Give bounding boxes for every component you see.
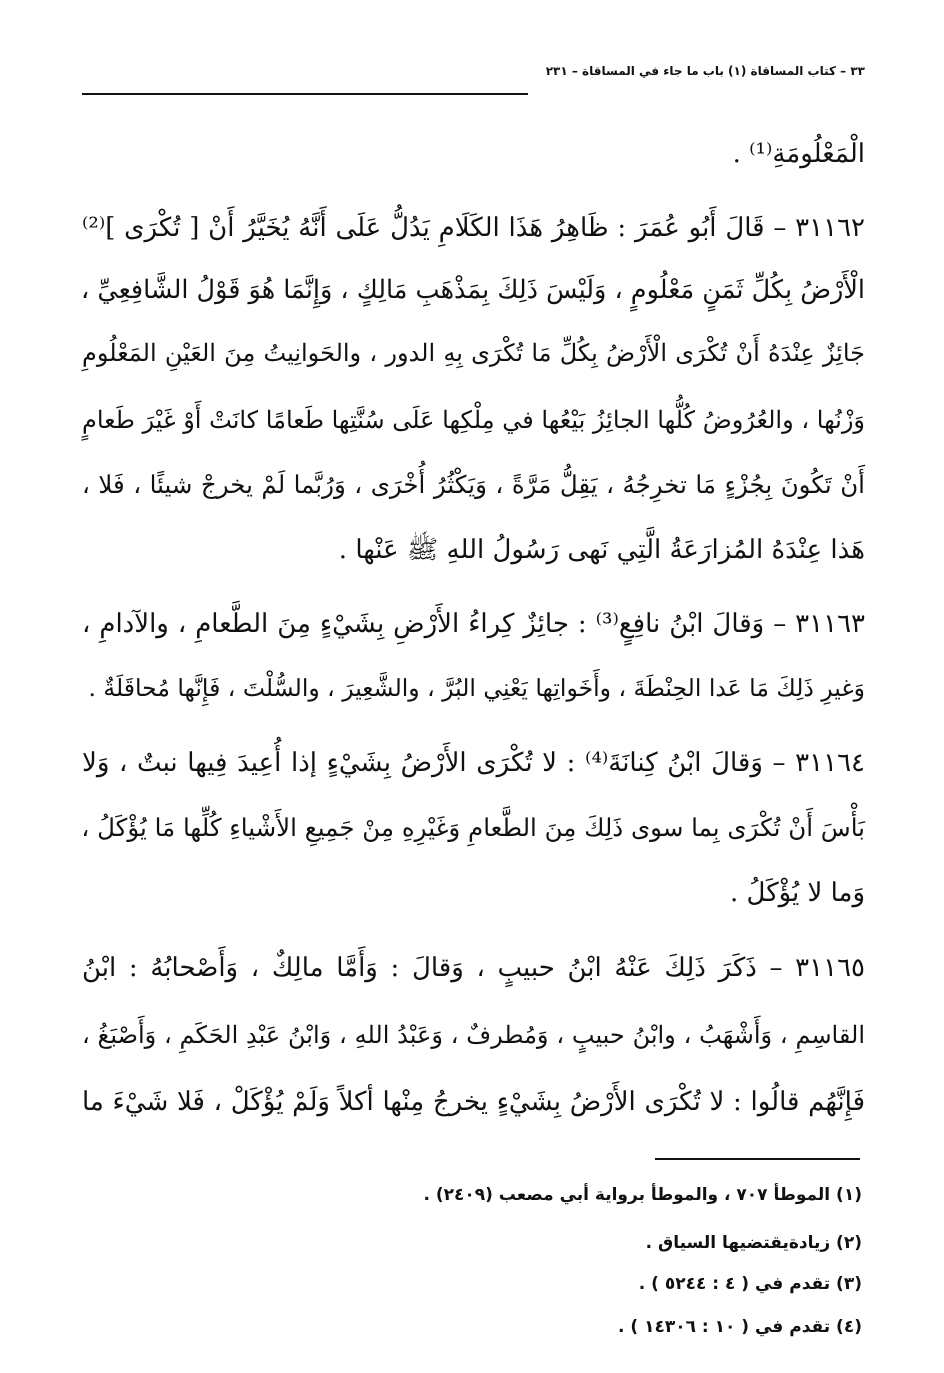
body-line-11: بَأْسَ أَنْ تُكْرَى بِما سوى ذَلِكَ مِنَ الطَّعامِ وَغَيْرِهِ مِنْ جَمِيعِ الأَشْياءِ كُلِّها مَا يُؤْكَلُ ،	[81, 813, 865, 842]
body-line-4: جَائِزٌ عِنْدَهُ أَنْ تُكْرَى الْأَرْضُ بِكُلِّ مَا تُكْرَى بِهِ الدور ، والحَوانِيتُ مِنَ العَيْنِ المَعْلُومِ	[82, 339, 865, 367]
body-line-9: وَغيرِ ذَلِكَ مَا عَدا الحِنْطَةَ ، وأَخَواتِها يَعْنِي البُرَّ ، والشَّعِيرَ ، والسُّلْتَ ، فَإِنَّها مُحاقَلَةٌ .	[88, 674, 865, 702]
body-line-13: ٣١١٦٥ – ذَكَرَ ذَلِكَ عَنْهُ ابْنُ حبيبٍ ، وَقالَ : وَأَمَّا مالِكٌ ، وَأَصْحابُهُ : ابْنُ	[82, 953, 865, 983]
body-line-15: فَإِنَّهُم قالُوا : لا تُكْرَى الأَرْضُ بِشَيْءٍ يخرجُ مِنْها أكلاً وَلَمْ يُؤْكَلْ ، فَلا شَيْءَ ما	[82, 1087, 865, 1117]
footnote-rule	[655, 1158, 860, 1160]
body-line-14: القاسِمِ ، وَأَشْهَبُ ، وابْنُ حبيبٍ ، وَمُطرفٌ ، وَعَبْدُ اللهِ ، وَابْنُ عَبْدِ الحَكَمِ ، وَأَصْبَغُ ،	[82, 1021, 865, 1049]
body-line-2: ٣١١٦٢ – قَالَ أَبُو عُمَرَ : ظَاهِرُ هَذَا الكَلَامِ يَدُلُّ عَلَى أَنَّهُ يُخَيَّرُ أَنْ [ تُكْرَى ]⁽²⁾	[82, 213, 865, 243]
footnote-1: (١) الموطأ ٧٠٧ ، والموطأ برواية أبي مصعب (٢٤٠٩) .	[423, 1185, 862, 1205]
running-header: ٣٣ – كتاب المساقاة (١) باب ما جاء في المساقاة – ٢٣١	[545, 64, 865, 78]
footnote-3: (٣) تقدم في ( ٤ : ٥٢٤٤ ) .	[638, 1274, 862, 1294]
header-rule	[82, 93, 528, 95]
body-line-10: ٣١١٦٤ – وَقالَ ابْنُ كِنانَةَ⁽⁴⁾ : لا تُكْرَى الأَرْضُ بِشَيْءٍ إذا أُعِيدَ فِيها نبتٌ ، وَلا	[82, 748, 865, 778]
body-line-7: هَذا عِنْدَهُ المُزارَعَةُ الَّتِي نَهى رَسُولُ اللهِ ﷺ عَنْها .	[338, 535, 865, 565]
body-line-3: الْأَرْضُ بِكُلِّ ثَمَنٍ مَعْلُومٍ ، وَلَيْسَ ذَلِكَ بِمَذْهَبِ مَالِكٍ ، وَإِنَّمَا هُوَ قَوْلُ الشَّافِعِيِّ ،	[81, 275, 865, 305]
body-line-8: ٣١١٦٣ – وَقالَ ابْنُ نافِعٍ⁽³⁾ : جائِزٌ كِراءُ الأَرْضِ بِشَيْءٍ مِنَ الطَّعامِ ، والآدامِ ،	[82, 609, 865, 639]
body-line-6: أَنْ تَكُونَ بِجُزْءٍ مَا تخرِجُهُ ، يَقِلُّ مَرَّةً ، وَيَكْثُرُ أُخْرَى ، وَرُبَّما لَمْ يخرجْ شيئًا ، فَلا ،	[82, 470, 865, 499]
body-line-1: الْمَعْلُومَةِ⁽¹⁾ .	[732, 139, 865, 169]
body-line-5: وَزْنُها ، والعُرُوضُ كُلُّها الجائِزُ بَيْعُها في مِلْكِها عَلَى سُنَّتِها طَعامًا كانَتْ أَوْ غَيْرَ طَعامٍ	[82, 406, 865, 434]
body-line-12: وَما لا يُؤْكَلُ .	[729, 878, 865, 908]
footnote-4: (٤) تقدم في ( ١٠ : ١٤٣٠٦ ) .	[618, 1317, 862, 1337]
footnote-2: (٢) زيادةيقتضيها السياق .	[645, 1233, 862, 1253]
